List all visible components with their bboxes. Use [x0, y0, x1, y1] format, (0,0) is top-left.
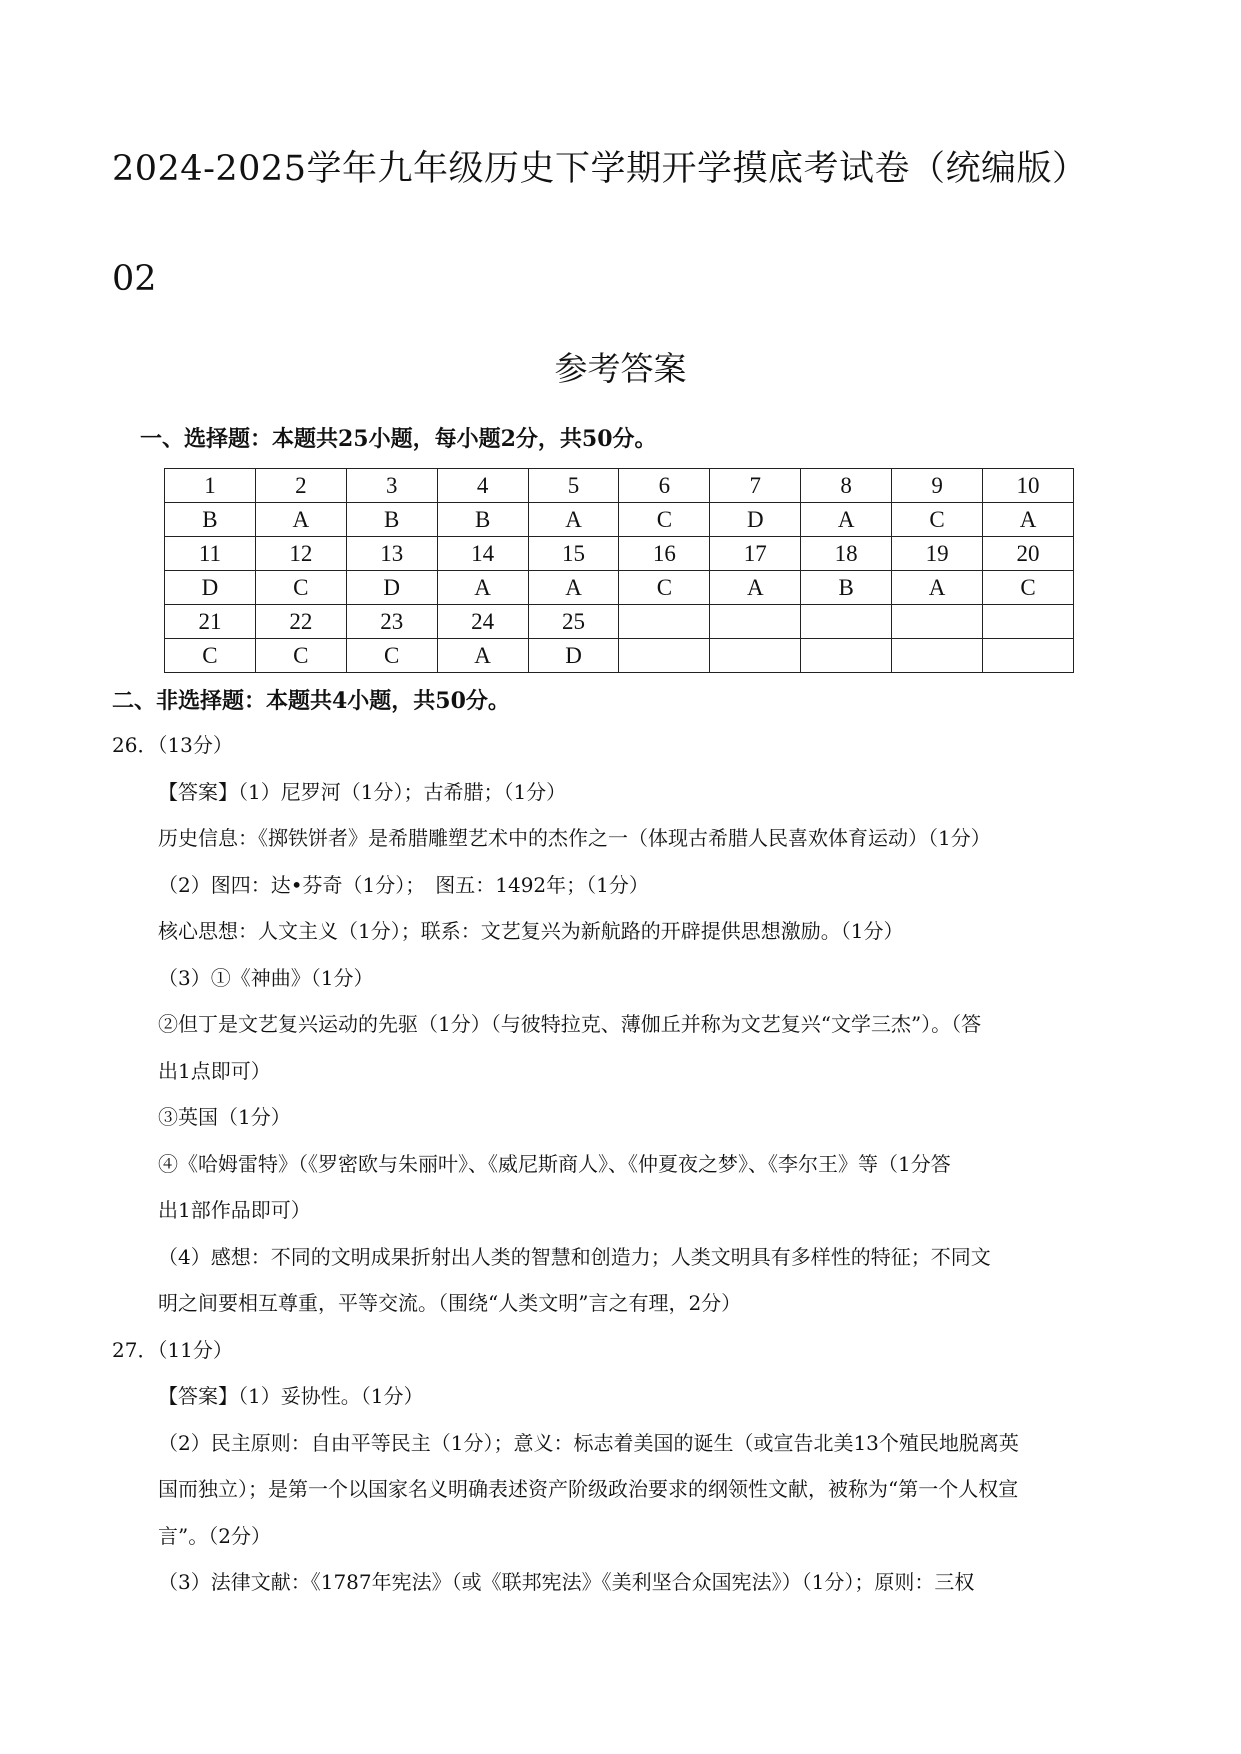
answer-table: [164, 468, 1074, 673]
answer-line: 国而独立）；是第一个以国家名义明确表述资产阶级政治要求的纲领性文献，被称为“第一个人权宣: [158, 1477, 1019, 1501]
question-number-cell: 11: [165, 537, 256, 571]
question-number-cell: 12: [255, 537, 346, 571]
answer-cell: B: [801, 571, 892, 605]
answer-cell: D: [528, 639, 619, 673]
document-title: 2024-2025学年九年级历史下学期开学摸底考试卷（统编版）: [112, 149, 1088, 189]
question-number-cell: 25: [528, 605, 619, 639]
answer-cell: C: [165, 639, 256, 673]
question-number-cell: 5: [528, 469, 619, 503]
answer-cell: C: [255, 639, 346, 673]
answer-cell: [710, 639, 801, 673]
answer-cell: C: [892, 503, 983, 537]
question-heading: 26．（13分）: [112, 733, 233, 757]
question-number-cell: 23: [346, 605, 437, 639]
answer-cell: D: [165, 571, 256, 605]
answer-cell: A: [983, 503, 1074, 537]
question-number-cell: 1: [165, 469, 256, 503]
section1-heading: 一、选择题：本题共25小题，每小题2分，共50分。: [140, 426, 657, 452]
question-number-row: [165, 605, 1074, 639]
question-number-cell: 6: [619, 469, 710, 503]
question-number-cell: [619, 605, 710, 639]
answer-line: （4）感想：不同的文明成果折射出人类的智慧和创造力；人类文明具有多样性的特征；不同文: [158, 1244, 991, 1269]
question-number-cell: 3: [346, 469, 437, 503]
question-number-cell: 18: [801, 537, 892, 571]
answer-row: [165, 639, 1074, 673]
answer-line: （2）民主原则：自由平等民主（1分）；意义：标志着美国的诞生（或宣告北美13个殖民地脱离英: [158, 1430, 1019, 1455]
answer-line: ②但丁是文艺复兴运动的先驱（1分）（与彼特拉克、薄伽丘并称为文艺复兴“文学三杰”）。（答: [158, 1012, 982, 1036]
answer-cell: B: [437, 503, 528, 537]
question-number-cell: 13: [346, 537, 437, 571]
answer-line: （2）图四：达•芬奇（1分）； 图五：1492年；（1分）: [158, 872, 649, 897]
answer-cell: C: [255, 571, 346, 605]
answer-cell: C: [619, 503, 710, 537]
answer-cell: A: [437, 571, 528, 605]
question-number-row: [165, 469, 1074, 503]
answer-cell: A: [528, 571, 619, 605]
answer-heading: 参考答案: [554, 349, 687, 388]
answer-line: ④《哈姆雷特》（《罗密欧与朱丽叶》、《威尼斯商人》、《仲夏夜之梦》、《李尔王》等（1分答: [158, 1151, 951, 1176]
answer-cell: [892, 639, 983, 673]
answer-cell: D: [346, 571, 437, 605]
answer-line: 【答案】（1）尼罗河（1分）；古希腊；（1分）: [158, 779, 567, 804]
question-number-cell: 9: [892, 469, 983, 503]
question-number-cell: 22: [255, 605, 346, 639]
answer-cell: A: [801, 503, 892, 537]
answer-line: （3）法律文献：《1787年宪法》（或《联邦宪法》《美利坚合众国宪法》）（1分）；原则：三权: [158, 1570, 975, 1594]
answer-row: [165, 503, 1074, 537]
question-number-cell: 10: [983, 469, 1074, 503]
question-number-cell: 21: [165, 605, 256, 639]
answer-cell: [801, 639, 892, 673]
question-heading: 27．（11分）: [112, 1337, 233, 1362]
question-number-cell: [983, 605, 1074, 639]
answer-cell: A: [892, 571, 983, 605]
answer-cell: A: [437, 639, 528, 673]
answer-line: 【答案】（1）妥协性。（1分）: [158, 1384, 424, 1408]
answer-line: 出1点即可）: [158, 1058, 271, 1083]
answer-line: 明之间要相互尊重，平等交流。（围绕“人类文明”言之有理，2分）: [158, 1291, 742, 1315]
document-subtitle: 02: [112, 259, 157, 299]
question-number-cell: 7: [710, 469, 801, 503]
answer-cell: C: [346, 639, 437, 673]
question-number-cell: [892, 605, 983, 639]
question-number-row: [165, 537, 1074, 571]
question-number-cell: 16: [619, 537, 710, 571]
answer-cell: A: [255, 503, 346, 537]
answer-line: ③英国（1分）: [158, 1105, 291, 1129]
answer-cell: [983, 639, 1074, 673]
question-number-cell: [801, 605, 892, 639]
answer-line: 出1部作品即可）: [158, 1198, 311, 1222]
answer-cell: [619, 639, 710, 673]
answer-body: [112, 722, 1132, 1606]
answer-cell: B: [346, 503, 437, 537]
answer-cell: C: [619, 571, 710, 605]
answer-row: [165, 571, 1074, 605]
question-number-cell: 19: [892, 537, 983, 571]
question-number-cell: 17: [710, 537, 801, 571]
answer-cell: A: [528, 503, 619, 537]
question-number-cell: 8: [801, 469, 892, 503]
answer-line: （3）①《神曲》（1分）: [158, 965, 374, 990]
question-number-cell: 15: [528, 537, 619, 571]
question-number-cell: 4: [437, 469, 528, 503]
question-number-cell: 2: [255, 469, 346, 503]
answer-cell: D: [710, 503, 801, 537]
answer-line: 历史信息：《掷铁饼者》是希腊雕塑艺术中的杰作之一（体现古希腊人民喜欢体育运动）（1分）: [158, 826, 991, 850]
answer-cell: C: [983, 571, 1074, 605]
answer-line: 言”。（2分）: [158, 1523, 271, 1548]
question-number-cell: 20: [983, 537, 1074, 571]
question-number-cell: 14: [437, 537, 528, 571]
section2-heading: 二、非选择题：本题共4小题，共50分。: [112, 688, 510, 714]
question-number-cell: 24: [437, 605, 528, 639]
answer-cell: A: [710, 571, 801, 605]
question-number-cell: [710, 605, 801, 639]
answer-line: 核心思想：人文主义（1分）；联系：文艺复兴为新航路的开辟提供思想激励。（1分）: [158, 919, 904, 943]
answer-cell: B: [165, 503, 256, 537]
